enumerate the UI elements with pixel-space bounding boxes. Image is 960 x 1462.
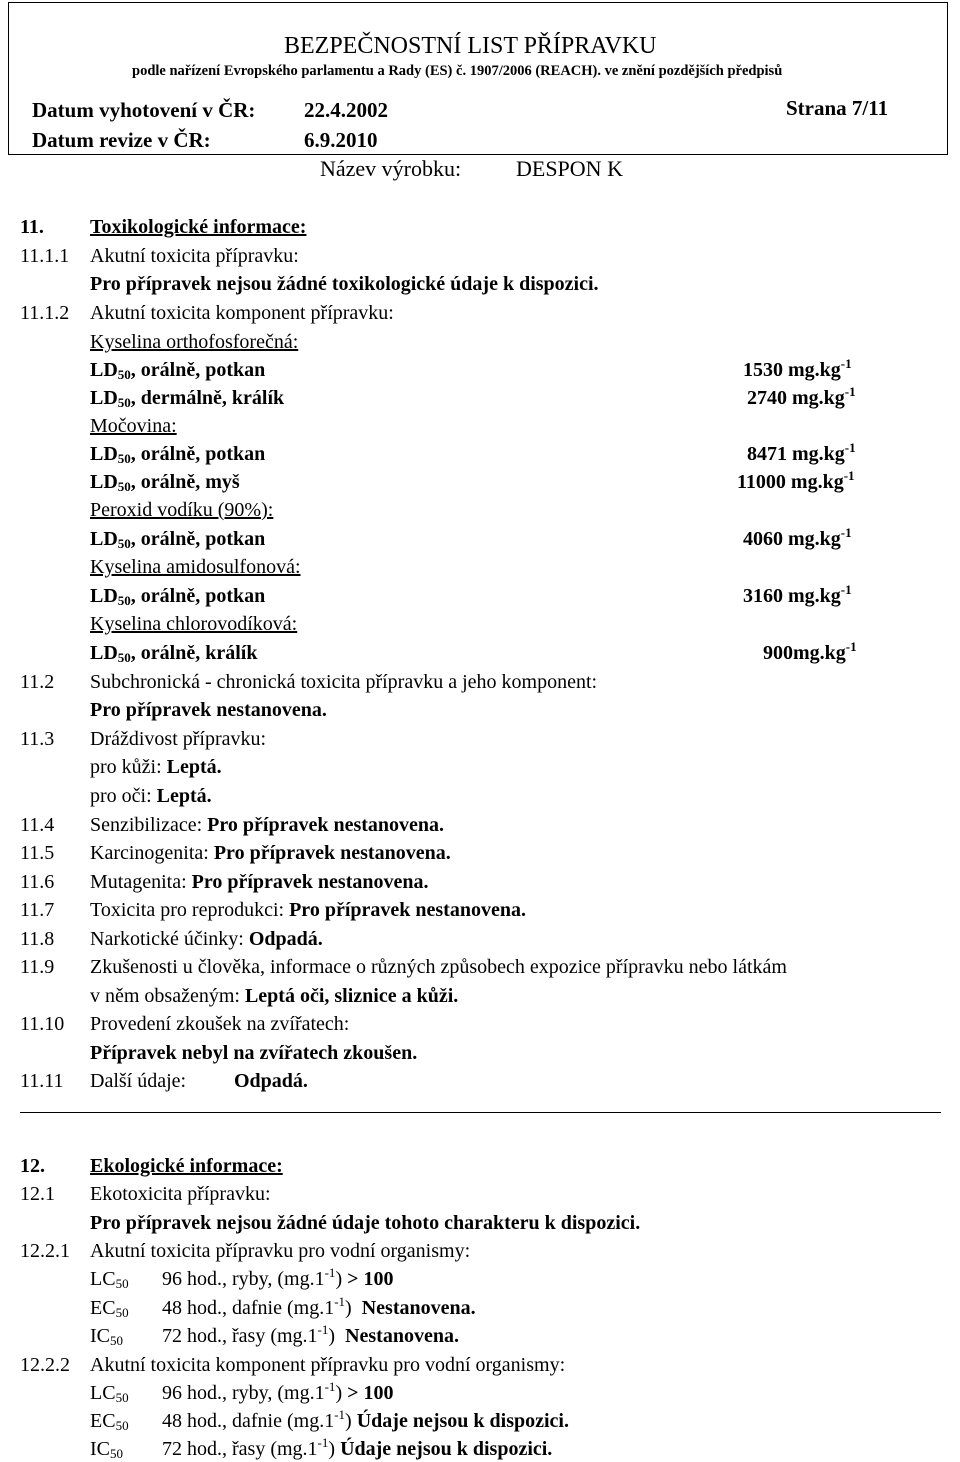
eco-metric: $LC_{50}$ (90, 1268, 129, 1291)
component-name: Kyselina orthofosforečná: (90, 331, 299, 353)
eco-metric: $LC_{50}$ (90, 1382, 129, 1405)
ld50-row: $LD_{50}$, dermálně, králík (90, 387, 285, 410)
ld50-value: $900mg.kg^{-1}$ (763, 639, 857, 664)
s11-2-title: Subchronická - chronická toxicita přípravku a jeho komponent: (90, 671, 598, 693)
s11-5-number: 11.5 (20, 842, 55, 864)
created-date-value: 22.4.2002 (304, 98, 388, 122)
s11-10-number: 11.10 (20, 1013, 65, 1035)
eco-metric: $EC_{50}$ (90, 1410, 129, 1433)
s11-6-number: 11.6 (20, 871, 55, 893)
ld50-row: $LD_{50}$, orálně, potkan (90, 359, 266, 382)
s11-11-label: Další údaje: (90, 1070, 187, 1092)
product-name-label: Název výrobku: (320, 156, 462, 181)
s11-10-text: Přípravek nebyl na zvířatech zkoušen. (90, 1042, 418, 1064)
s11-9-number: 11.9 (20, 956, 55, 978)
component-name: Kyselina amidosulfonová: (90, 556, 301, 578)
eco-desc: 72 hod., řasy $(mg.1^{-1})$ Údaje nejsou k dispozici. (162, 1435, 553, 1460)
s11-11-value: Odpadá. (234, 1070, 308, 1092)
ld50-value: 11000 $mg.kg^{-1}$ (737, 468, 855, 493)
s11-4-number: 11.4 (20, 814, 55, 836)
s12-1-title: Ekotoxicita přípravku: (90, 1183, 271, 1205)
s11-11-number: 11.11 (20, 1070, 64, 1092)
ld50-row: $LD_{50}$, orálně, myš (90, 471, 240, 494)
s11-3-skin: pro kůži: Leptá. (90, 756, 222, 778)
s11-8-line: Narkotické účinky: Odpadá. (90, 928, 323, 950)
section-11-number: 11. (20, 216, 44, 238)
s11-1-1-text: Pro přípravek nejsou žádné toxikologické údaje k dispozici. (90, 273, 599, 295)
eco-desc: 48 hod., dafnie $(mg.1^{-1})$ Údaje nejsou k dispozici. (162, 1407, 569, 1432)
s12-2-2-title: Akutní toxicita komponent přípravku pro vodní organismy: (90, 1354, 566, 1376)
component-name: Peroxid vodíku (90%): (90, 499, 274, 521)
section-12-number: 12. (20, 1155, 45, 1177)
eco-desc: 96 hod., ryby, $(mg.1^{-1}) > 100$ (162, 1379, 394, 1404)
page-number: Strana 7/11 (786, 96, 889, 120)
ld50-row: $LD_{50}$, orálně, potkan (90, 443, 266, 466)
eco-desc: 72 hod., řasy $(mg.1^{-1})$ Nestanovena. (162, 1322, 459, 1347)
eco-desc: 96 hod., ryby, $(mg.1^{-1}) > 100$ (162, 1265, 394, 1290)
s11-4-line: Senzibilizace: Pro přípravek nestanovena. (90, 814, 445, 836)
ld50-row: $LD_{50}$, orálně, králík (90, 642, 258, 665)
s11-7-number: 11.7 (20, 899, 55, 921)
revised-date-value: 6.9.2010 (304, 128, 378, 152)
s11-9-line2: v něm obsaženým: Leptá oči, sliznice a kůži. (90, 985, 459, 1007)
s12-2-2-number: 12.2.2 (20, 1354, 70, 1376)
s11-9-line1: Zkušenosti u člověka, informace o různých způsobech expozice přípravku nebo látkám (90, 956, 787, 978)
document-title: BEZPEČNOSTNÍ LIST PŘÍPRAVKU (284, 33, 657, 59)
ld50-value: 3160 $mg.kg^{-1}$ (743, 582, 852, 607)
revised-date-label: Datum revize v ČR: (32, 128, 211, 152)
s11-2-text: Pro přípravek nestanovena. (90, 699, 327, 721)
s11-8-number: 11.8 (20, 928, 55, 950)
s11-1-1-number: 11.1.1 (20, 245, 70, 267)
s12-2-1-number: 12.2.1 (20, 1240, 70, 1262)
s12-1-number: 12.1 (20, 1183, 55, 1205)
created-date-label: Datum vyhotovení v ČR: (32, 98, 256, 122)
eco-metric: $IC_{50}$ (90, 1325, 123, 1348)
section-12-title: Ekologické informace: (90, 1155, 283, 1177)
s11-2-number: 11.2 (20, 671, 55, 693)
s11-7-line: Toxicita pro reprodukci: Pro přípravek nestanovena. (90, 899, 526, 921)
component-name: Kyselina chlorovodíková: (90, 613, 298, 635)
ld50-row: $LD_{50}$, orálně, potkan (90, 528, 266, 551)
s12-1-text: Pro přípravek nejsou žádné údaje tohoto charakteru k dispozici. (90, 1212, 641, 1234)
s11-3-title: Dráždivost přípravku: (90, 728, 267, 750)
section-divider (20, 1112, 941, 1113)
s11-5-line: Karcinogenita: Pro přípravek nestanovena. (90, 842, 451, 864)
document-subtitle: podle nařízení Evropského parlamentu a Rady (ES) č. 1907/2006 (REACH). ve znění pozdějších předpisů (132, 63, 783, 79)
eco-metric: $IC_{50}$ (90, 1438, 123, 1461)
eco-metric: $EC_{50}$ (90, 1297, 129, 1320)
component-name: Močovina: (90, 415, 177, 437)
s12-2-1-title: Akutní toxicita přípravku pro vodní organismy: (90, 1240, 471, 1262)
ld50-value: 1530 $mg.kg^{-1}$ (743, 356, 852, 381)
section-11-title: Toxikologické informace: (90, 216, 307, 238)
s11-6-line: Mutagenita: Pro přípravek nestanovena. (90, 871, 429, 893)
s11-3-eye: pro oči: Leptá. (90, 785, 212, 807)
s11-1-1-title: Akutní toxicita přípravku: (90, 245, 299, 267)
s11-3-number: 11.3 (20, 728, 55, 750)
ld50-row: $LD_{50}$, orálně, potkan (90, 585, 266, 608)
ld50-value: 8471 $mg.kg^{-1}$ (747, 440, 856, 465)
s11-10-title: Provedení zkoušek na zvířatech: (90, 1013, 350, 1035)
eco-desc: 48 hod., dafnie $(mg.1^{-1})$ Nestanovena. (162, 1294, 476, 1319)
s11-1-2-title: Akutní toxicita komponent přípravku: (90, 302, 394, 324)
s11-1-2-number: 11.1.2 (20, 302, 70, 324)
product-name-value: DESPON K (516, 156, 623, 181)
ld50-value: 4060 $mg.kg^{-1}$ (743, 525, 852, 550)
ld50-value: 2740 $mg.kg^{-1}$ (747, 384, 856, 409)
